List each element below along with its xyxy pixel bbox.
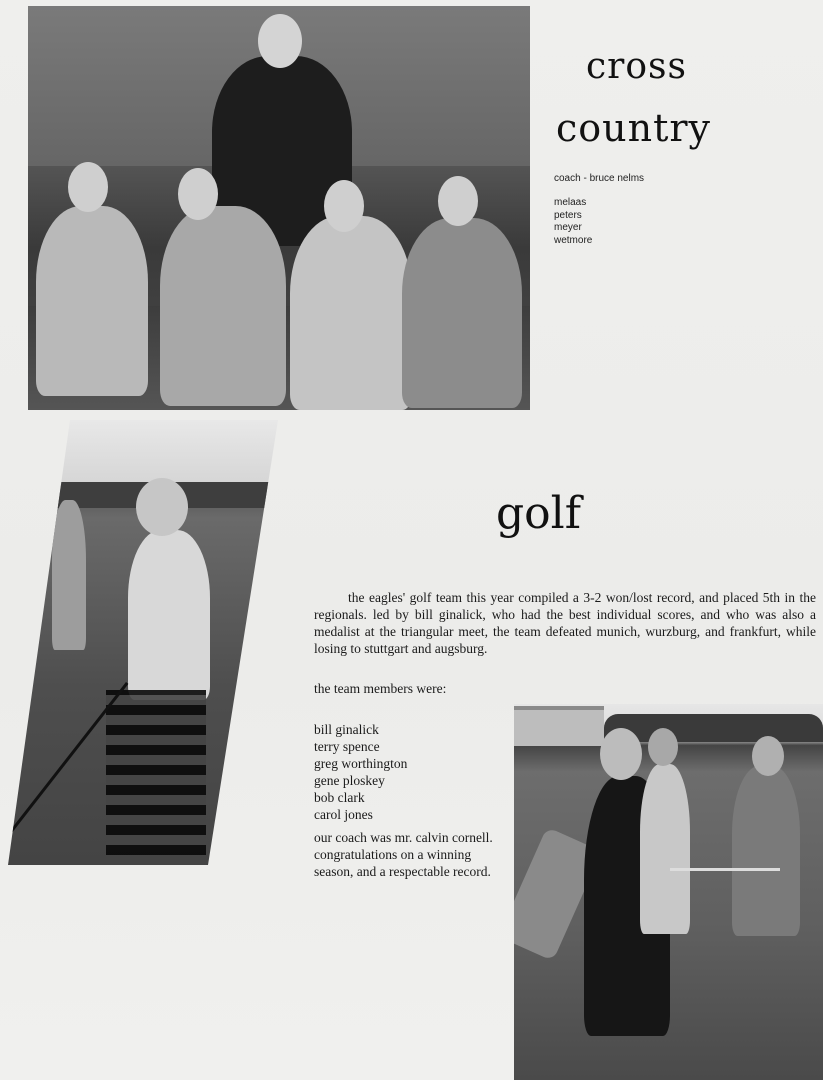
golf-member: greg worthington	[314, 756, 408, 771]
cross-country-member: wetmore	[554, 234, 593, 246]
golf-coach-text: our coach was mr. calvin cornell. congratulations on a winning season, and a respectable record.	[314, 830, 493, 879]
golf-member: gene ploskey	[314, 773, 385, 788]
cross-country-members-list	[554, 197, 592, 247]
cross-country-coach: coach - bruce nelms	[554, 173, 645, 184]
golfer-swing-photo	[8, 420, 278, 865]
golf-member: terry spence	[314, 739, 380, 754]
golf-title: golf	[496, 488, 582, 539]
golf-members-list	[314, 721, 407, 823]
cross-country-member: peters	[554, 209, 582, 221]
golf-member: bob clark	[314, 790, 365, 805]
cross-country-member: melaas	[554, 197, 587, 208]
golf-members-intro: the team members were:	[314, 681, 447, 696]
golf-team-practice-photo	[514, 704, 823, 1080]
golf-summary-paragraph: the eagles' golf team this year compiled a 3-2 won/lost record, and placed 5th in the regionals. led by bill ginalick, who had the best individual scores, and who was also a medalist at the triangular meet, the team defeated munich, wurzburg, and frankfurt, while losing to stuttgart and augsburg.	[314, 590, 816, 656]
golf-member: bill ginalick	[314, 722, 379, 737]
cross-country-title-line1: cross	[586, 46, 687, 87]
cross-country-team-photo	[28, 6, 530, 410]
cross-country-member: meyer	[554, 222, 582, 233]
cross-country-title-line2: country	[556, 106, 712, 150]
golf-member: carol jones	[314, 807, 373, 822]
